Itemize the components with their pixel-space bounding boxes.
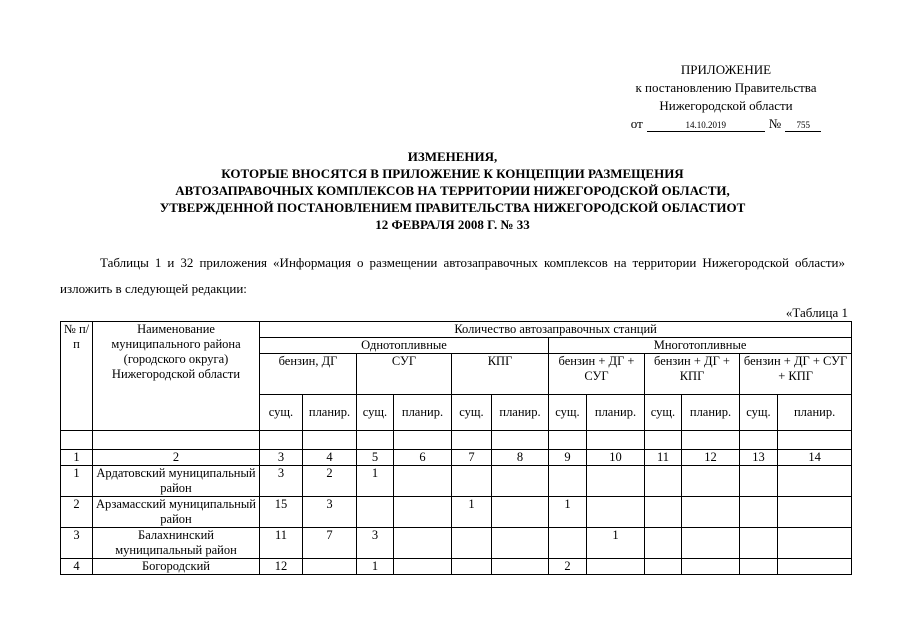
- header-planned: планир.: [587, 395, 645, 431]
- count-cell: [492, 497, 549, 528]
- header-num: № п/п: [61, 322, 93, 431]
- count-cell: [740, 497, 778, 528]
- from-label: от: [630, 116, 643, 131]
- spacer-cell: [260, 431, 303, 450]
- count-cell: 3: [357, 528, 394, 559]
- stations-table: [60, 321, 852, 575]
- spacer-cell: [357, 431, 394, 450]
- header-lpg: СУГ: [357, 354, 452, 395]
- count-cell: [394, 528, 452, 559]
- count-cell: 2: [549, 559, 587, 575]
- district-name: Богородский: [93, 559, 260, 575]
- count-cell: [682, 466, 740, 497]
- column-number: 3: [260, 450, 303, 466]
- spacer-cell: [303, 431, 357, 450]
- header-planned: планир.: [682, 395, 740, 431]
- count-cell: 12: [260, 559, 303, 575]
- count-cell: [587, 559, 645, 575]
- count-cell: [492, 559, 549, 575]
- document-title: [60, 148, 845, 233]
- count-cell: [645, 497, 682, 528]
- count-cell: 1: [549, 497, 587, 528]
- spacer-cell: [682, 431, 740, 450]
- count-cell: [778, 497, 852, 528]
- column-number: 7: [452, 450, 492, 466]
- count-cell: [778, 466, 852, 497]
- count-cell: [740, 466, 778, 497]
- district-name: Ардатовский муниципальный район: [93, 466, 260, 497]
- spacer-cell: [492, 431, 549, 450]
- header-gasoline-diesel: бензин, ДГ: [260, 354, 357, 395]
- column-number: 6: [394, 450, 452, 466]
- spacer-cell: [549, 431, 587, 450]
- count-cell: [778, 528, 852, 559]
- header-existing: сущ.: [645, 395, 682, 431]
- count-cell: 1: [452, 497, 492, 528]
- count-cell: 1: [587, 528, 645, 559]
- approval-line2: к постановлению Правительства: [635, 80, 817, 95]
- table-row: [61, 559, 852, 575]
- column-number: 13: [740, 450, 778, 466]
- spacer-cell: [61, 431, 93, 450]
- number-label: №: [768, 116, 782, 131]
- column-number: 11: [645, 450, 682, 466]
- spacer-cell: [93, 431, 260, 450]
- count-cell: [549, 466, 587, 497]
- count-cell: [740, 528, 778, 559]
- column-number: 4: [303, 450, 357, 466]
- approval-line3: Нижегородской области: [659, 98, 793, 113]
- header-count: Количество автозаправочных станций: [260, 322, 852, 338]
- count-cell: [740, 559, 778, 575]
- header-name: Наименование муниципального района (городского округа) Нижегородской области: [93, 322, 260, 431]
- count-cell: [303, 559, 357, 575]
- count-cell: [394, 466, 452, 497]
- table-row: [61, 466, 852, 497]
- column-number: 5: [357, 450, 394, 466]
- header-gas-diesel-lpg-cng: бензин + ДГ + СУГ + КПГ: [740, 354, 852, 395]
- count-cell: [394, 559, 452, 575]
- count-cell: 11: [260, 528, 303, 559]
- spacer-cell: [778, 431, 852, 450]
- spacer-cell: [394, 431, 452, 450]
- approval-sign-row: [600, 115, 852, 133]
- title-line-5: 12 ФЕВРАЛЯ 2008 Г. № 33: [375, 217, 530, 232]
- count-cell: 3: [303, 497, 357, 528]
- header-planned: планир.: [394, 395, 452, 431]
- column-number: 14: [778, 450, 852, 466]
- count-cell: [682, 559, 740, 575]
- count-cell: 1: [357, 466, 394, 497]
- count-cell: [645, 528, 682, 559]
- header-existing: сущ.: [549, 395, 587, 431]
- district-name: Арзамасский муниципальный район: [93, 497, 260, 528]
- column-number: 9: [549, 450, 587, 466]
- title-line-4: УТВЕРЖДЕННОЙ ПОСТАНОВЛЕНИЕМ ПРАВИТЕЛЬСТВА НИЖЕГОРОДСКОЙ ОБЛАСТИОТ: [159, 200, 746, 215]
- row-number: 3: [61, 528, 93, 559]
- count-cell: [778, 559, 852, 575]
- approval-date: 14.10.2019: [647, 119, 765, 132]
- header-cng: КПГ: [452, 354, 549, 395]
- header-single-fuel: Однотопливные: [260, 338, 549, 354]
- column-number: 12: [682, 450, 740, 466]
- intro-paragraph: Таблицы 1 и 32 приложения «Информация о размещении автозаправочных комплексов на территории Нижегородской области» изложить в следующей редакции:: [60, 255, 845, 296]
- district-name: Балахнинский муниципальный район: [93, 528, 260, 559]
- count-cell: [394, 497, 452, 528]
- header-existing: сущ.: [740, 395, 778, 431]
- spacer-cell: [452, 431, 492, 450]
- column-number: 2: [93, 450, 260, 466]
- count-cell: [492, 528, 549, 559]
- count-cell: 1: [357, 559, 394, 575]
- approval-block: [600, 61, 852, 133]
- title-line-3: АВТОЗАПРАВОЧНЫХ КОМПЛЕКСОВ НА ТЕРРИТОРИИ НИЖЕГОРОДСКОЙ ОБЛАСТИ,: [175, 183, 730, 198]
- count-cell: [645, 559, 682, 575]
- header-multi-fuel: Многотопливные: [549, 338, 852, 354]
- count-cell: 15: [260, 497, 303, 528]
- spacer-cell: [740, 431, 778, 450]
- approval-title: ПРИЛОЖЕНИЕ: [680, 62, 772, 77]
- header-planned: планир.: [303, 395, 357, 431]
- count-cell: [682, 497, 740, 528]
- approval-number: 755: [785, 119, 821, 132]
- column-number: 10: [587, 450, 645, 466]
- header-existing: сущ.: [452, 395, 492, 431]
- spacer-cell: [587, 431, 645, 450]
- header-gas-diesel-lpg: бензин + ДГ + СУГ: [549, 354, 645, 395]
- spacer-cell: [645, 431, 682, 450]
- count-cell: [587, 497, 645, 528]
- table-row: [61, 497, 852, 528]
- column-number: 8: [492, 450, 549, 466]
- table-label: «Таблица 1: [785, 305, 848, 320]
- count-cell: [549, 528, 587, 559]
- count-cell: [587, 466, 645, 497]
- count-cell: 2: [303, 466, 357, 497]
- count-cell: [645, 466, 682, 497]
- count-cell: [452, 466, 492, 497]
- count-cell: [682, 528, 740, 559]
- count-cell: [452, 528, 492, 559]
- title-line-2: КОТОРЫЕ ВНОСЯТСЯ В ПРИЛОЖЕНИЕ К КОНЦЕПЦИИ РАЗМЕЩЕНИЯ: [221, 166, 684, 181]
- header-gas-diesel-cng: бензин + ДГ + КПГ: [645, 354, 740, 395]
- table-row: [61, 528, 852, 559]
- header-existing: сущ.: [260, 395, 303, 431]
- row-number: 4: [61, 559, 93, 575]
- count-cell: [452, 559, 492, 575]
- column-number: 1: [61, 450, 93, 466]
- header-existing: сущ.: [357, 395, 394, 431]
- count-cell: 7: [303, 528, 357, 559]
- count-cell: [357, 497, 394, 528]
- row-number: 1: [61, 466, 93, 497]
- count-cell: 3: [260, 466, 303, 497]
- header-planned: планир.: [492, 395, 549, 431]
- title-line-1: ИЗМЕНЕНИЯ,: [407, 149, 498, 164]
- count-cell: [492, 466, 549, 497]
- header-planned: планир.: [778, 395, 852, 431]
- row-number: 2: [61, 497, 93, 528]
